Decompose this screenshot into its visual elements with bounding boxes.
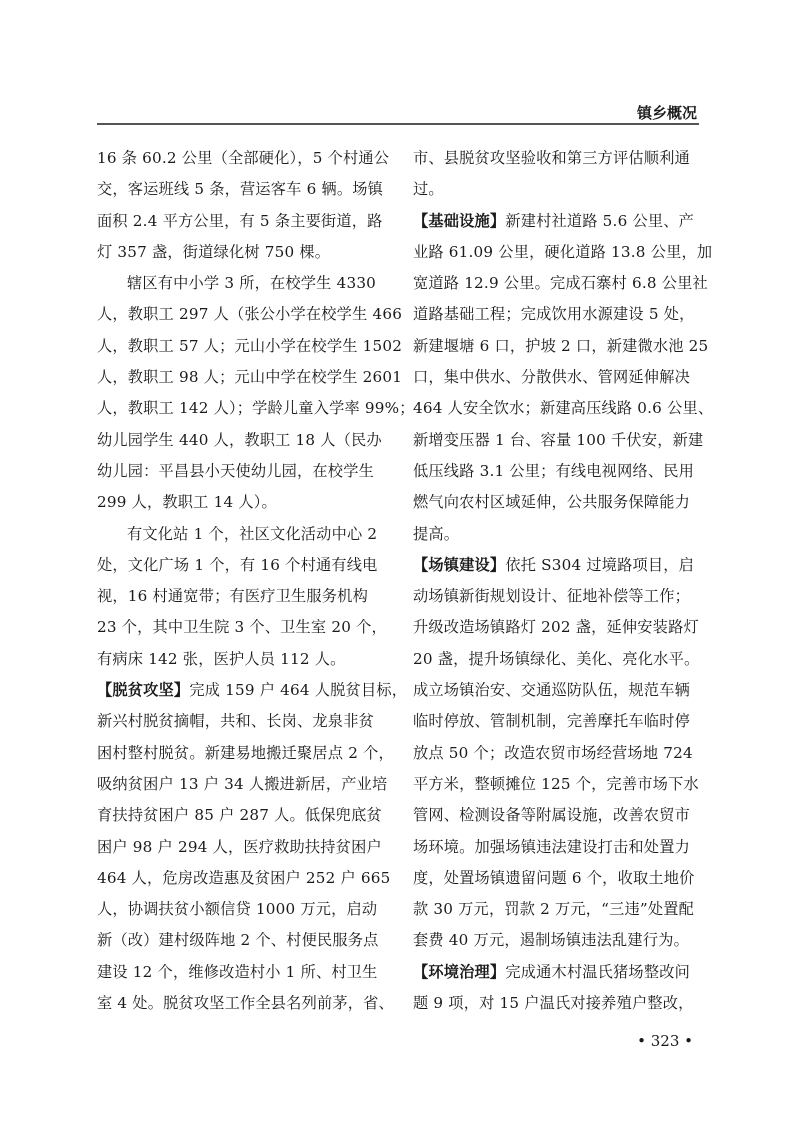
text-line (97, 612, 397, 643)
section-heading: 【环境治理】 (413, 962, 506, 981)
text-line (97, 675, 408, 706)
text-line (97, 738, 397, 769)
text-line (413, 800, 703, 831)
line-text: 新增变压器 1 台、容量 100 千伏安，新建 (413, 430, 704, 449)
line-text: 视，16 村通宽带；有医疗卫生服务机构 (97, 587, 368, 606)
text-line (413, 393, 714, 424)
line-text: 人，教职工 57 人；元山小学在校学生 1502 (97, 336, 403, 355)
text-line (97, 143, 397, 174)
text-line (97, 268, 397, 299)
line-text: 辖区有中小学 3 所，在校学生 4330 (127, 274, 377, 293)
right-column (413, 143, 714, 1019)
text-line (97, 925, 397, 956)
line-text: 建设 12 个，维修改造村小 1 所、村卫生 (97, 962, 378, 981)
text-line (413, 581, 703, 612)
text-line (97, 206, 397, 237)
text-line (97, 581, 397, 612)
line-text: 处，文化广场 1 个，有 16 个村通有线电 (97, 555, 378, 574)
line-text: 464 人，危房改造惠及贫困户 252 户 665 (97, 868, 391, 887)
line-text: 464 人安全饮水；新建高压线路 0.6 公里、 (413, 399, 714, 418)
line-text: 动场镇新街规划设计、征地补偿等工作； (413, 587, 690, 606)
text-line (413, 988, 703, 1019)
line-text: 成立场镇治安、交通巡防队伍，规范车辆 (413, 681, 690, 700)
line-text: 完成 159 户 464 人脱贫目标， (189, 681, 408, 700)
line-text: 场环境。加强场镇违法建设打击和处置力 (413, 837, 690, 856)
text-line (97, 800, 397, 831)
line-text: 有文化站 1 个，社区文化活动中心 2 (127, 524, 378, 543)
text-line (97, 456, 397, 487)
line-text: 20 盏，提升场镇绿化、美化、亮化水平。 (413, 649, 700, 668)
text-line (97, 550, 397, 581)
text-line (413, 206, 703, 237)
line-text: 幼儿园：平昌县小天使幼儿园，在校学生 (97, 461, 374, 480)
text-line (413, 644, 703, 675)
text-line (97, 237, 397, 268)
line-text: 灯 357 盏，街道绿化树 750 棵。 (97, 242, 331, 261)
text-line (97, 393, 415, 424)
line-text: 道路基础工程；完成饮用水源建设 5 处， (413, 305, 695, 324)
text-line (413, 550, 703, 581)
header-rule (97, 123, 699, 125)
line-text: 口，集中供水、分散供水、管网延伸解决 (413, 368, 690, 387)
line-text: 低压线路 3.1 公里；有线电视网络、民用 (413, 461, 695, 480)
text-line (413, 143, 703, 174)
text-line (413, 456, 703, 487)
left-column (97, 143, 415, 1019)
line-text: 新建堰塘 6 口，护坡 2 口，新建微水池 25 (413, 336, 709, 355)
line-text: 16 条 60.2 公里（全部硬化），5 个村通公 (97, 149, 390, 167)
line-text: 新兴村脱贫摘帽，共和、长岗、龙泉非贫 (97, 712, 374, 731)
line-text: 交，客运班线 5 条，营运客车 6 辆。场镇 (97, 180, 384, 199)
line-text: 宽道路 12.9 公里。完成石寨村 6.8 公里社 (413, 274, 708, 293)
line-text: 面积 2.4 平方公里，有 5 条主要街道，路 (97, 211, 383, 230)
section-heading: 【场镇建设】 (413, 555, 506, 574)
line-text: 幼儿园学生 440 人，教职工 18 人（民办 (97, 430, 382, 449)
text-line (413, 925, 703, 956)
line-text: 度，处置场镇遗留问题 6 个，收取土地价 (413, 868, 695, 887)
line-text: 过。 (413, 180, 444, 199)
line-text: 业路 61.09 公里，硬化道路 13.8 公里，加 (413, 242, 713, 261)
text-line (413, 425, 703, 456)
text-line (97, 769, 397, 800)
line-text: 人，教职工 142 人）；学龄儿童入学率 99%； (97, 399, 415, 418)
text-line (97, 894, 397, 925)
text-line (413, 519, 703, 550)
line-text: 299 人，教职工 14 人）。 (97, 493, 277, 512)
line-text: 套费 40 万元，遏制场镇违法乱建行为。 (413, 931, 689, 950)
text-line (413, 957, 703, 988)
line-text: 依托 S304 过境路项目，启 (505, 555, 695, 574)
text-line (97, 299, 403, 330)
text-line (97, 832, 397, 863)
line-text: 升级改造场镇路灯 202 盏，延伸安装路灯 (413, 618, 699, 637)
line-text: 人，教职工 98 人；元山中学在校学生 2601 (97, 368, 403, 387)
line-text: 育扶持贫困户 85 户 287 人。低保兜底贫 (97, 806, 382, 825)
text-line (413, 299, 703, 330)
line-text: 放点 50 个；改造农贸市场经营场地 724 (413, 743, 693, 762)
text-line (413, 237, 713, 268)
line-text: 新建村社道路 5.6 公里、产 (505, 211, 695, 230)
text-line (413, 331, 709, 362)
line-text: 提高。 (413, 524, 460, 543)
text-line (97, 487, 397, 518)
text-line (413, 738, 703, 769)
line-text: 人，教职工 297 人（张公小学在校学生 466 (97, 305, 403, 324)
text-line (413, 675, 703, 706)
text-line (413, 487, 703, 518)
line-text: 困户 98 户 294 人，医疗救助扶持贫困户 (97, 837, 382, 856)
text-line (97, 863, 397, 894)
text-line (413, 268, 708, 299)
text-line (413, 769, 703, 800)
line-text: 新（改）建村级阵地 2 个、村便民服务点 (97, 931, 379, 950)
line-text: 燃气向农村区域延伸，公共服务保障能力 (413, 493, 690, 512)
text-line (413, 894, 703, 925)
line-text: 管网、检测设备等附属设施，改善农贸市 (413, 806, 690, 825)
line-text: 人，协调扶贫小额信贷 1000 万元，启动 (97, 900, 378, 919)
line-text: 困村整村脱贫。新建易地搬迁聚居点 2 个， (97, 743, 394, 762)
section-heading: 【脱贫攻坚】 (97, 681, 190, 700)
text-line (97, 425, 397, 456)
line-text: 完成通木村温氏猪场整改问 (505, 962, 690, 981)
text-line (413, 174, 703, 205)
section-header-title: 镇乡概况 (636, 104, 697, 122)
text-line (97, 174, 397, 205)
text-line (97, 706, 397, 737)
text-line (413, 706, 703, 737)
page-number: • 323 • (637, 1032, 693, 1050)
line-text: 题 9 项，对 15 户温氏对接养殖户整改， (413, 994, 694, 1013)
line-text: 吸纳贫困户 13 户 34 人搬进新居，产业培 (97, 774, 388, 793)
text-line (97, 331, 403, 362)
text-line (97, 644, 397, 675)
text-line (97, 957, 397, 988)
line-text: 款 30 万元，罚款 2 万元，“三违”处置配 (413, 900, 695, 919)
text-line (413, 612, 703, 643)
text-line (97, 519, 397, 550)
text-line (413, 832, 703, 863)
text-line (413, 863, 703, 894)
line-text: 23 个，其中卫生院 3 个、卫生室 20 个， (97, 618, 387, 637)
line-text: 平方米，整顿摊位 125 个，完善市场下水 (413, 774, 699, 793)
text-line (97, 362, 403, 393)
section-heading: 【基础设施】 (413, 211, 506, 230)
text-line (97, 988, 397, 1019)
line-text: 室 4 处。脱贫攻坚工作全县名列前茅，省、 (97, 994, 394, 1013)
text-line (413, 362, 703, 393)
line-text: 市、县脱贫攻坚验收和第三方评估顺利通 (413, 149, 690, 167)
line-text: 有病床 142 张，医护人员 112 人。 (97, 649, 346, 668)
line-text: 临时停放、管制机制，完善摩托车临时停 (413, 712, 690, 731)
